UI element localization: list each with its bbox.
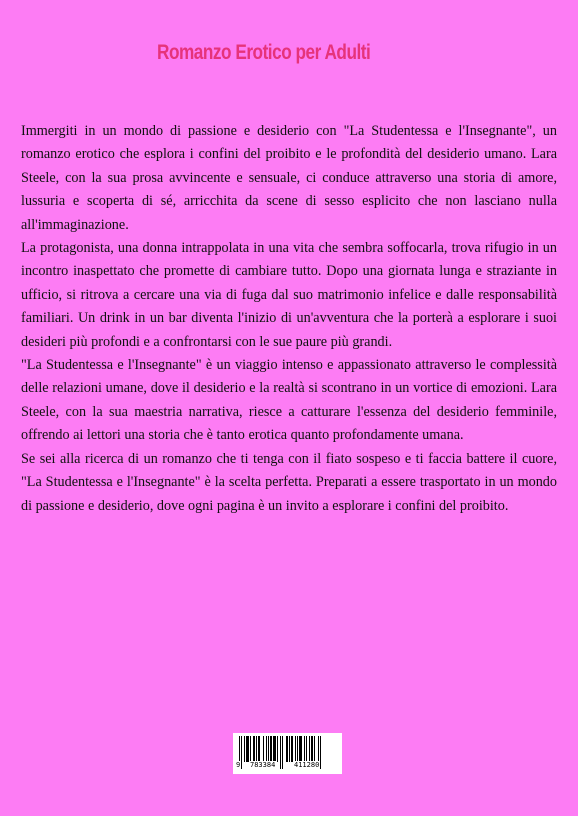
isbn-barcode <box>233 733 342 774</box>
barcode-digits-right: 411280 <box>294 761 320 769</box>
back-cover-blurb <box>21 120 557 518</box>
blurb-paragraph-2: La protagonista, una donna intrappolata in una vita che sembra soffocarla, trova rifugio in un incontro inaspettato che promette di cambiare tutto. Dopo una giornata lunga e straziante in ufficio, si ritrova a cercare una via di fuga dal suo matrimonio infelice e dalle responsabilità familiari. Un drink in un bar diventa l'inizio di un'avventura che la porterà a esplorare i suoi desideri più profondi e a confrontarsi con le sue paure più grandi. <box>21 240 557 350</box>
blurb-paragraph-1: Immergiti in un mondo di passione e desiderio con "La Studentessa e l'Insegnante", un romanzo erotico che esplora i confini del proibito e le profondità del desiderio umano. Lara Steele, con la sua prosa avvincente e sensuale, ci conduce attraverso una storia di amore, lussuria e scoperta di sé, arricchita da scene di sesso esplicito che non lasciano nulla all'immaginazione. <box>21 123 557 233</box>
blurb-paragraph-4: Se sei alla ricerca di un romanzo che ti tenga con il fiato sospeso e ti faccia battere il cuore, "La Studentessa e l'Insegnante" è la scelta perfetta. Preparati a essere trasportato in un mondo di passione e desiderio, dove ogni pagina è un invito a esplorare i confini del proibito. <box>21 450 557 514</box>
blurb-paragraph-3: "La Studentessa e l'Insegnante" è un viaggio intenso e appassionato attraverso le complessità delle relazioni umane, dove il desiderio e la realtà si scontrano in un vortice di emozioni. Lara Steele, con la sua maestria narrativa, riesce a catturare l'essenza del desiderio femminile, offrendo ai lettori una storia che è tanto erotica quanto profondamente umana. <box>21 357 557 444</box>
cover-title: Romanzo Erotico per Adulti <box>157 41 371 64</box>
barcode-digits-left: 783384 <box>250 761 276 769</box>
barcode-prefix-digit: 9 <box>236 761 241 769</box>
